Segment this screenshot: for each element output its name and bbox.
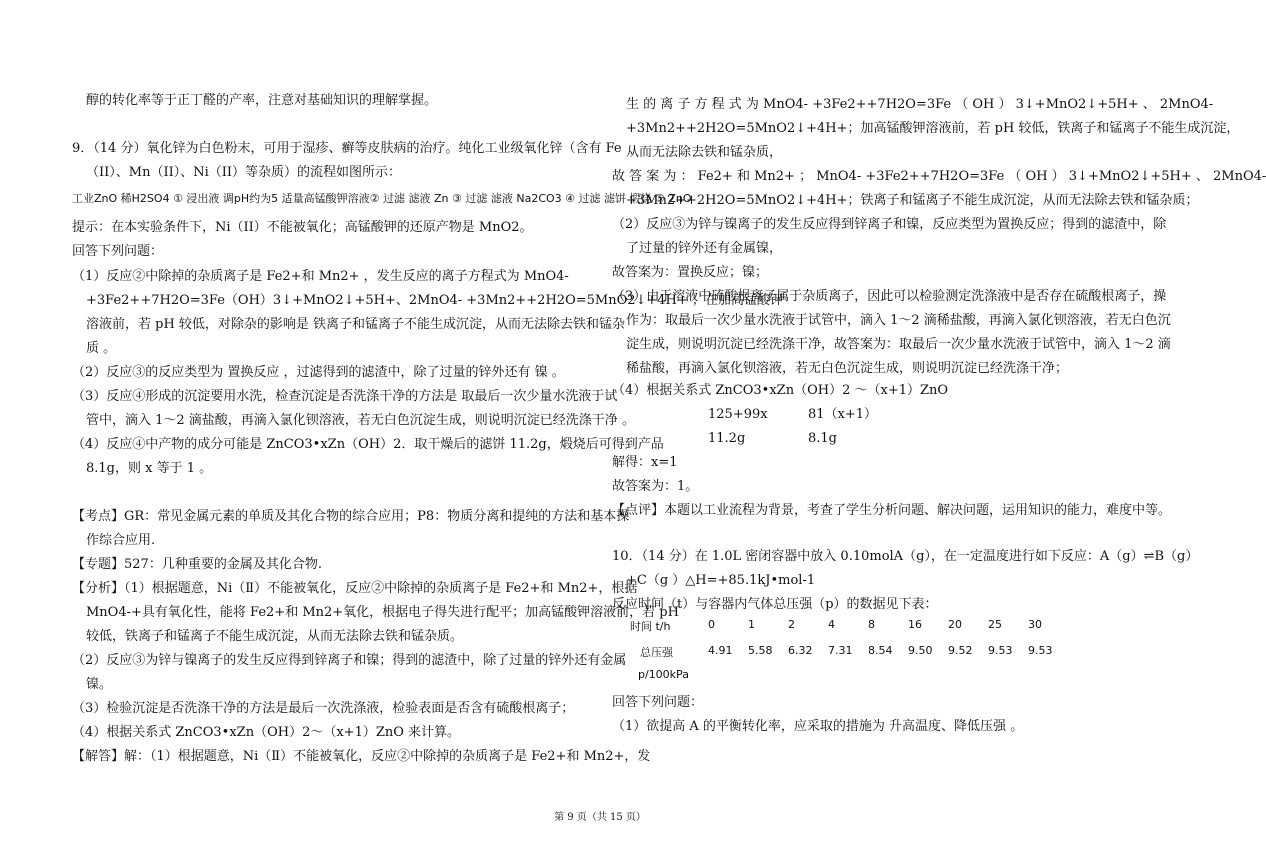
- table-cell-pressure: 5.58: [748, 644, 773, 657]
- text-line: （3）由于溶液中硫酸根离子属于杂质离子，因此可以检验测定洗涤液中是否存在硫酸根离子，操: [612, 289, 1167, 304]
- text-line: 质 。: [86, 341, 117, 356]
- table-cell-pressure: 6.32: [788, 644, 813, 657]
- table-cell-time: 1: [748, 618, 755, 631]
- text-line: （4）根据关系式 ZnCO3•xZn（OH）2～（x+1）ZnO 来计算。: [72, 725, 461, 740]
- table-row2-label: 总压强: [640, 646, 673, 659]
- text-line: 反应时间（t）与容器内气体总压强（p）的数据见下表：: [612, 597, 938, 612]
- table-cell-pressure: 7.31: [828, 644, 853, 657]
- text-line: 回答下列问题：: [612, 695, 704, 710]
- text-line: 稀盐酸，再滴入氯化钡溶液，若无白色沉淀生成，则说明沉淀已经洗涤干净；: [626, 361, 1069, 376]
- text-line: （2）反应③的反应类型为 置换反应 ，过滤得到的滤渣中，除了过量的锌外还有 镍 。: [72, 365, 565, 380]
- text-line: 镍。: [86, 677, 113, 692]
- text-line: 回答下列问题：: [72, 244, 164, 259]
- table-cell-time: 8: [868, 618, 875, 631]
- ratio-mass: 8.1g: [808, 431, 837, 446]
- text-line: +3Fe2++7H2O=3Fe（OH）3↓+MnO2↓+5H+、2MnO4- +3Mn2++2H2O=5MnO2↓+4H+ ；在加高锰酸钾: [86, 293, 783, 308]
- text-line: 较低，铁离子和锰离子不能生成沉淀，从而无法除去铁和锰杂质。: [86, 629, 464, 644]
- fenxi-line: 【分析】（1）根据题意，Ni（Ⅱ）不能被氧化，反应②中除掉的杂质离子是 Fe2+和 Mn2+，根据: [72, 581, 638, 596]
- text-line: 淀生成，则说明沉淀已经洗涤干净，故答案为：取最后一次少量水洗液于试管中，滴入 1～2 滴: [626, 337, 1171, 352]
- table-cell-pressure: 9.53: [1028, 644, 1053, 657]
- ratio-numerator: 81（x+1）: [808, 407, 878, 422]
- table-cell-time: 0: [708, 618, 715, 631]
- text-line: 故答案为：1。: [612, 479, 699, 494]
- page-footer: 第 9 页（共 15 页）: [554, 812, 646, 823]
- table-cell-time: 20: [948, 618, 962, 631]
- text-line: 作为：取最后一次少量水洗液于试管中，滴入 1～2 滴稀盐酸，再滴入氯化钡溶液，若无白色沉: [626, 313, 1171, 328]
- text-line: 生 的 离 子 方 程 式 为 MnO4- +3Fe2++7H2O=3Fe （ OH ） 3↓+MnO2↓+5H+ 、 2MnO4-: [626, 97, 1214, 112]
- text-line: 从而无法除去铁和锰杂质，: [626, 145, 783, 160]
- text-line: （4）反应④中产物的成分可能是 ZnCO3•xZn（OH）2．取干燥后的滤饼 11.2g，煅烧后可得到产品: [72, 437, 664, 452]
- text-line: 解得：x=1: [612, 455, 678, 470]
- table-cell-pressure: 4.91: [708, 644, 733, 657]
- text-line: （2）反应③为锌与镍离子的发生反应得到锌离子和镍；得到的滤渣中，除了过量的锌外还有金属: [72, 653, 627, 668]
- text-line: 故答案为：置换反应；镍；: [612, 265, 769, 280]
- table-cell-pressure: 9.52: [948, 644, 973, 657]
- table-unit-label: p/100kPa: [638, 668, 689, 681]
- text-line: 8.1g，则 x 等于 1 。: [86, 461, 213, 476]
- text-line: （3）反应④形成的沉淀要用水洗，检查沉淀是否洗涤干净的方法是 取最后一次少量水洗液于试: [72, 389, 618, 404]
- text-line: （3）检验沉淀是否洗涤干净的方法是最后一次洗涤液，检验表面是否含有硫酸根离子；: [72, 701, 575, 716]
- text-line: 故 答 案 为 ： Fe2+ 和 Mn2+ ； MnO4- +3Fe2++7H2O=3Fe （ OH ） 3↓+MnO2↓+5H+ 、 2MnO4-: [612, 169, 1266, 184]
- process-flow-diagram: 工业ZnO 稀H2SO4 ① 浸出液 调pH约为5 适量高锰酸钾溶液② 过滤 滤液 Zn ③ 过滤 滤液 Na2CO3 ④ 过滤 滤饼 煅烧 ⑤ ZnO: [72, 192, 692, 205]
- jieda-line: 【解答】解：（1）根据题意，Ni（Ⅱ）不能被氧化，反应②中除掉的杂质离子是 Fe2+和 Mn2+，发: [72, 749, 651, 764]
- text-line: 溶液前，若 pH 较低，对除杂的影响是 铁离子和锰离子不能生成沉淀，从而无法除去铁和锰杂: [86, 317, 626, 332]
- table-cell-time: 4: [828, 618, 835, 631]
- pressure-table: [630, 618, 1110, 688]
- kaodian-line: 【考点】GR：常见金属元素的单质及其化合物的综合应用；P8：物质分离和提纯的方法和基本操: [72, 509, 630, 524]
- text-line: （1）反应②中除掉的杂质离子是 Fe2+和 Mn2+ ，发生反应的离子方程式为 MnO4-: [72, 269, 569, 284]
- text-line: 醇的转化率等于正丁醛的产率，注意对基础知识的理解掌握。: [86, 93, 438, 108]
- text-line: +3Mn2++2H2O=5MnO2↓+4H+；铁离子和锰离子不能生成沉淀，从而无法除去铁和锰杂质；: [626, 193, 1199, 208]
- text-line: （II）、Mn（II）、Ni（II）等杂质）的流程如图所示：: [86, 165, 402, 180]
- text-line: 了过量的锌外还有金属镍，: [626, 241, 783, 256]
- text-line: （2）反应③为锌与镍离子的发生反应得到锌离子和镍，反应类型为置换反应；得到的滤渣中，除: [612, 217, 1167, 232]
- dianping-line: 【点评】本题以工业流程为背景，考查了学生分析问题、解决问题，运用知识的能力，难度中等。: [612, 503, 1172, 518]
- table-cell-time: 25: [988, 618, 1002, 631]
- ratio-mass: 11.2g: [708, 431, 746, 446]
- table-cell-time: 16: [908, 618, 922, 631]
- text-line: 管中，滴入 1～2 滴盐酸，再滴入氯化钡溶液，若无白色沉淀生成，则说明沉淀已经洗涤干净 。: [86, 413, 635, 428]
- table-cell-time: 30: [1028, 618, 1042, 631]
- table-cell-pressure: 8.54: [868, 644, 893, 657]
- ratio-numerator: 125+99x: [708, 407, 768, 422]
- text-line: 提示：在本实验条件下，Ni（II）不能被氧化；高锰酸钾的还原产物是 MnO2。: [72, 220, 533, 235]
- zhuanti-line: 【专题】527：几种重要的金属及其化合物.: [72, 557, 322, 572]
- table-cell-time: 2: [788, 618, 795, 631]
- text-line: +C（g ）△H=+85.1kJ•mol-1: [626, 573, 816, 588]
- table-cell-pressure: 9.53: [988, 644, 1013, 657]
- text-line: 作综合应用.: [86, 533, 156, 548]
- text-line: +3Mn2++2H2O=5MnO2↓+4H+；加高锰酸钾溶液前，若 pH 较低，铁离子和锰离子不能生成沉淀，: [626, 121, 1240, 136]
- question-9-header: 9．（14 分）氧化锌为白色粉末，可用于湿疹、癣等皮肤病的治疗。纯化工业级氧化锌（含有 Fe: [72, 141, 622, 156]
- table-cell-pressure: 9.50: [908, 644, 933, 657]
- question-10-header: 10．（14 分）在 1.0L 密闭容器中放入 0.10molA（g），在一定温度进行如下反应：A（g）⇌B（g）: [612, 549, 1199, 564]
- text-line: （4）根据关系式 ZnCO3•xZn（OH）2 ～（x+1）ZnO: [612, 383, 949, 398]
- text-line: （1）欲提高 A 的平衡转化率，应采取的措施为 升高温度、降低压强 。: [612, 719, 1024, 734]
- table-row1-label: 时间 t/h: [630, 620, 671, 633]
- text-line: MnO4-+具有氧化性，能将 Fe2+和 Mn2+氧化，根据电子得失进行配平；加高锰酸钾溶液前，若 pH: [86, 605, 679, 620]
